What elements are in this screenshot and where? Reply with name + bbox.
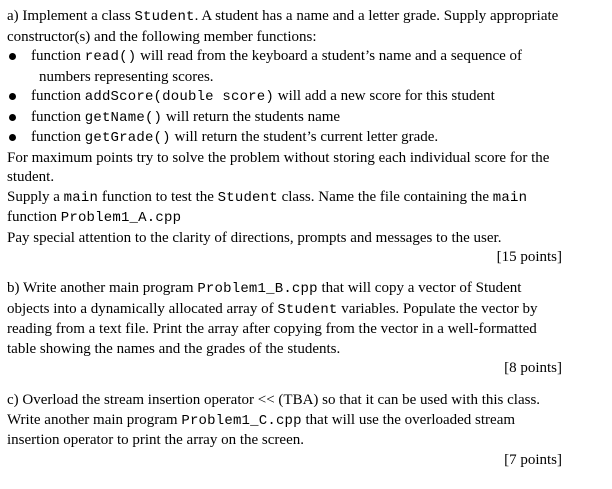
bullet-text-pre: function <box>31 129 85 145</box>
part-c-text <box>7 391 562 451</box>
bullet-code: addScore(double score) <box>84 89 274 105</box>
part-a <box>7 7 562 268</box>
bullet-text-post: will add a new score for this student <box>273 88 495 104</box>
supply-text-1: Supply a <box>7 188 64 205</box>
bullet-icon <box>9 53 16 60</box>
list-item-getgrade <box>7 128 562 149</box>
bullet-text-pre: function <box>31 48 85 64</box>
bullet-code: getGrade() <box>84 130 171 146</box>
part-b-class-name: Student <box>277 301 338 318</box>
bullet-icon <box>9 93 16 100</box>
bullet-icon <box>9 114 16 121</box>
part-b <box>7 279 562 379</box>
part-b-points: [8 points] <box>504 360 562 376</box>
supply-main-code: main <box>63 189 99 206</box>
bullet-text-post: will read from the keyboard a student’s name and a sequence of <box>136 48 523 64</box>
bullet-code: read() <box>84 49 137 65</box>
bullet-text-pre: function <box>31 108 85 125</box>
supply-main-paragraph <box>7 188 562 229</box>
bullet-code: getName() <box>84 109 163 126</box>
max-points-note: For maximum points try to solve the problem without storing each individual score for the student. <box>7 149 550 185</box>
part-c-points: [7 points] <box>504 451 562 468</box>
bullet-text-pre: function <box>31 88 85 104</box>
part-a-class-name: Student <box>134 9 195 25</box>
part-b-text <box>7 279 562 359</box>
supply-text-2: function to test the <box>98 188 218 205</box>
part-c <box>7 391 562 470</box>
list-item-read <box>7 47 562 87</box>
part-b-text-1: b) Write another main program <box>7 280 198 296</box>
bullet-text-continuation: numbers representing scores. <box>39 68 214 85</box>
part-c-filename: Problem1_C.cpp <box>181 412 302 429</box>
part-c-text-1: c) Overload the stream insertion operator << (TBA) so that it can be used with this class. Write another main program <box>7 392 541 428</box>
member-function-list <box>7 47 562 149</box>
list-item-addscore <box>7 87 562 108</box>
bullet-text-post: will return the student’s current letter grade. <box>170 129 439 145</box>
supply-text-4: function <box>7 209 61 225</box>
part-a-filename: Problem1_A.cpp <box>60 210 182 226</box>
attention-note: Pay special attention to the clarity of directions, prompts and messages to the user. <box>7 229 502 246</box>
list-item-getname <box>7 108 562 129</box>
part-a-intro-text-2: . A student has a name and a letter grade. Supply appropriate constructor(s) and the following member functions: <box>7 8 559 45</box>
part-b-filename: Problem1_B.cpp <box>197 281 318 297</box>
part-a-points: [15 points] <box>496 249 562 265</box>
bullet-text-post: will return the students name <box>162 108 341 125</box>
bullet-icon <box>9 134 16 141</box>
part-c-text-2: that will use the overloaded stream insertion operator to print the array on the screen. <box>7 411 516 448</box>
part-b-text-2: that will copy a vector of Student objects into a dynamically allocated array of <box>7 280 522 317</box>
supply-class-code: Student <box>217 189 278 206</box>
supply-text-3: class. Name the file containing the <box>277 188 493 205</box>
supply-main-code-2: main <box>492 189 528 206</box>
part-b-text-3: variables. Populate the vector by reading from a text file. Print the array after copying from the vector in a well-formatted table showing the names and the grades of the students. <box>7 300 538 357</box>
part-a-intro-text-1: a) Implement a class <box>7 8 135 24</box>
part-a-intro <box>7 7 562 47</box>
